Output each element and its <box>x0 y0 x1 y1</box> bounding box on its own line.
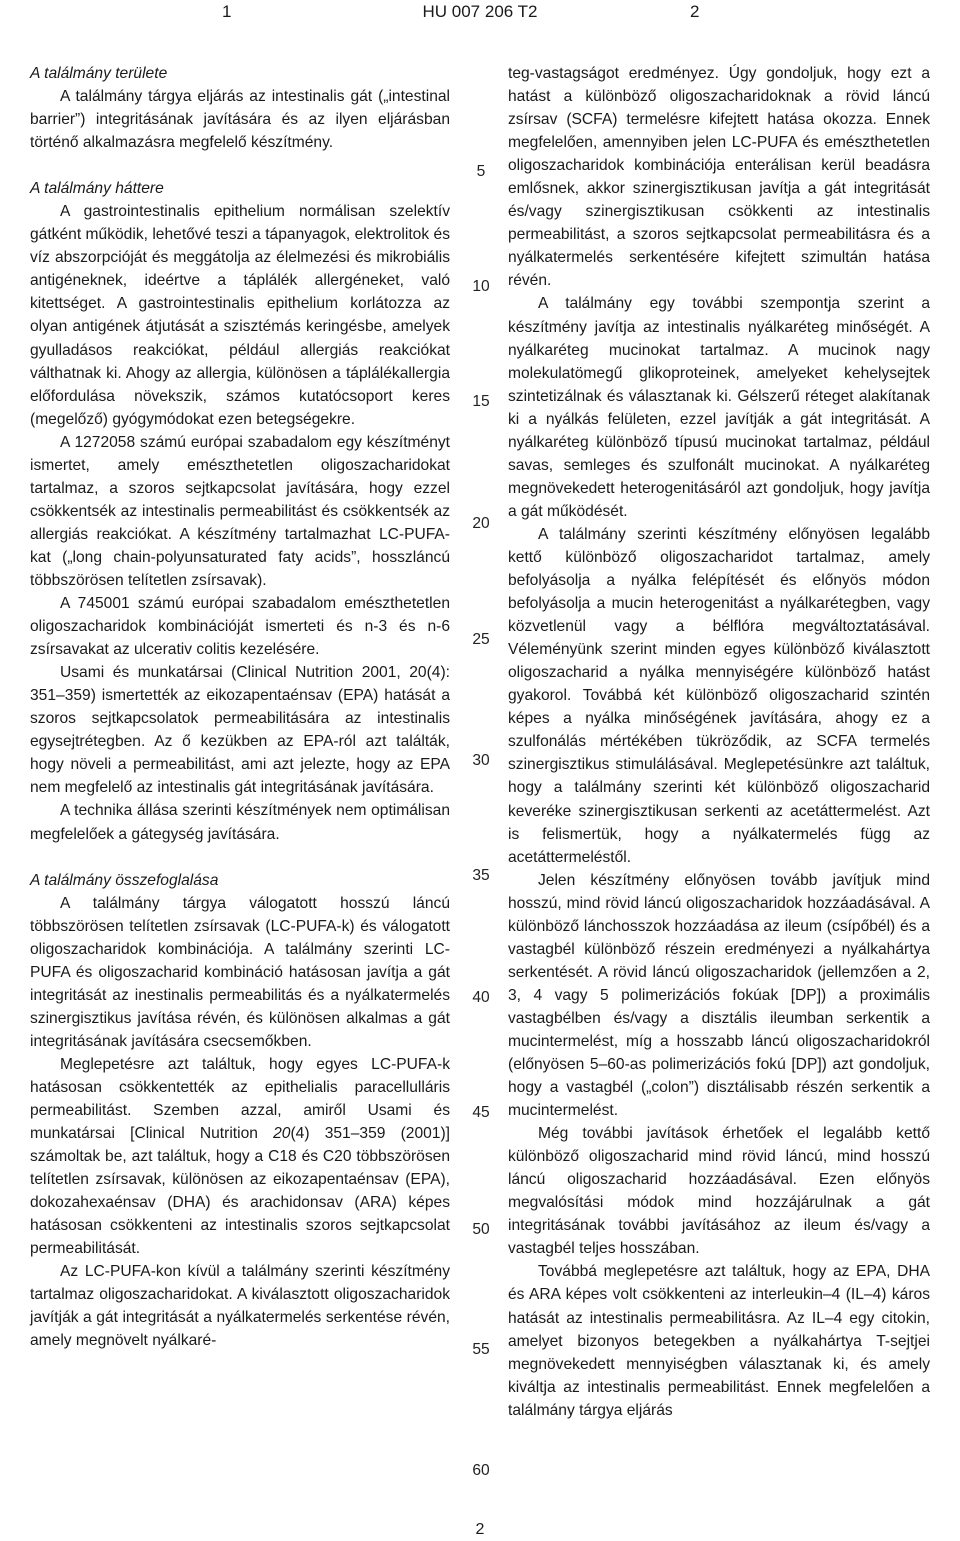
line-number: 30 <box>472 752 490 769</box>
paragraph: Még további javítások érhetőek el legalább kettő különböző oligoszacharid mind rövid láncú, mind hosszú láncú oligoszacharid hozzáadásával. Ezen előnyös megvalósítási módok mind hozzájárulnak a gát integritásának további javításához az ileum és/vagy a vastagbél teljes hosszában. <box>508 1125 930 1258</box>
paragraph: A technika állása szerinti készítmények nem optimálisan megfelelőek a gátegység javítására. <box>30 802 450 843</box>
paragraph: A 745001 számú európai szabadalom emészthetetlen oligoszacharidok kombinációját ismerteti és n-3 és n-6 zsírsavakat az ulcerativ colitis kezelésére. <box>30 595 450 659</box>
paragraph: Az LC-PUFA-kon kívül a találmány szerinti készítmény tartalmaz oligoszacharidokat. A kiválasztott oligoszacharidok javítják a gát integritását a nyálkatermelés serkentése révén, amely megnövelt nyálkaré- <box>30 1263 450 1350</box>
line-number: 10 <box>472 278 490 295</box>
paragraph: Jelen készítmény előnyösen tovább javítjuk mind hosszú, mind rövid láncú oligoszacharidok hozzáadásával. A különböző lánchosszok hozzáadása az ileum (csípőbél) és a vastagbél különböző részein eredményezi a nyálkahártya serkentését. A rövid láncú oligoszacharidok (jellemzően a 2, 3, 4 vagy 5 polimerizációs fokúak [DP]) a proximális vastagbélben és/vagy a disztális ileumban serkentik a mucintermelést, míg a hosszabb láncú oligoszacharidokról (előnyösen 5–60-as polimerizációs fokú [DP]) azt gondoljuk, hogy a vastagbél („colon”) disztálisabb részén serkentik a mucintermelést. <box>508 871 930 1120</box>
heading-summary: A találmány összefoglalása <box>30 871 219 889</box>
heading-background: A találmány háttere <box>30 180 164 198</box>
line-number: 40 <box>472 989 490 1006</box>
paragraph: A találmány tárgya válogatott hosszú láncú többszörösen telítetlen zsírsavak (LC-PUFA-k) és válogatott oligoszacharidok kombinációja. A találmány szerinti LC-PUFA és oligoszacharid kombináció hatásosan javítja a gát integritását az inestinalis permeabilitás és a nyálkatermelés szinergisztikus javítása révén, és különösen alkalmas a gát integritásának javítására csecsemőkben. <box>30 894 450 1050</box>
line-number: 35 <box>472 867 490 884</box>
paragraph: A találmány tárgya eljárás az intestinalis gát („intestinal barrier”) integritásának javítására és az ilyen eljárásban történő alkalmazásra megfelelő készítmény. <box>30 88 450 152</box>
line-number: 60 <box>472 1462 490 1479</box>
right-column <box>508 62 930 1422</box>
header-page-left: 1 <box>222 2 232 21</box>
header-page-right: 2 <box>690 2 700 21</box>
header-doc-id: HU 007 206 T2 <box>422 2 538 21</box>
line-number: 25 <box>472 631 490 648</box>
line-number: 55 <box>472 1341 490 1358</box>
paragraph: A 1272058 számú európai szabadalom egy készítményt ismertet, amely emészthetetlen oligoszacharidokat tartalmaz, a szoros sejtkapcsolat javítására, hogy ezzel csökkentsék az intestinalis permeabilitást és csökkentsék az allergiás reakciókat. A készítmény tartalmazhat LC-PUFA-kat („long chain-polyunsaturated faty acids”, hosszláncú többszörösen telítetlen zsírsavak). <box>30 433 450 589</box>
line-number: 20 <box>472 515 490 532</box>
page-number-footer: 2 <box>475 1521 485 1538</box>
text-run: (4) 351–359 (2001)] számoltak be, azt találtuk, hogy a C18 és C20 többszörösen telítetlen zsírsavak, különösen az eikozapentaénsav (EPA), dokozahexaénsav (DHA) és arachidonsav (ARA) képes hatásosan csökkenteni az intestinalis szoros sejtkapcsolat permeabilitását. <box>30 1125 451 1258</box>
italic-volume: 20 <box>273 1125 291 1143</box>
line-number: 5 <box>476 163 486 180</box>
paragraph: Továbbá meglepetésre azt találtuk, hogy az EPA, DHA és ARA képes volt csökkenteni az interleukin–4 (IL–4) káros hatását az intestinalis permeabilitásra. Az IL–4 egy citokin, amelyet bizonyos betegekben a nyálkahártya T-sejtjei megnövekedett mennyiségben választanak ki, és amely kiváltja az intestinalis permeabilitást. Ennek megfelelően a találmány tárgya eljárás <box>508 1263 930 1419</box>
left-column <box>30 62 450 1353</box>
paragraph: A találmány szerinti készítmény előnyösen legalább kettő különböző oligoszacharidot tartalmaz, amely befolyásolja a nyálka felépítését és előnyös módon befolyásolja a mucin heterogenitást a nyálkarétegben, vagy közvetlenül vagy a bélflóra megváltoztatásával. Véleményünk szerint minden egyes különböző kiválasztott oligoszacharid a nyálka mennyiségére különböző hatást gyakorol. Továbbá két különböző oligoszacharid szintén képes a nyálka minőségének javítására, ahogy ez a szulfonálás mértékében tükröződik, az SCFA termelés szinergisztikus stimulálásával. Meglepetésünkre azt találtuk, hogy a találmány szerinti két különböző oligoszacharid keveréke szinergisztikusan serkenti az acetáttermelést. Azt is felismertük, hogy a nyálkatermelés függ az acetáttermeléstől. <box>508 525 930 866</box>
paragraph <box>30 1053 450 1260</box>
heading-field: A találmány területe <box>30 65 168 82</box>
paragraph: A találmány egy további szempontja szerint a készítmény javítja az intestinalis nyálkaréteg minőségét. A nyálkaréteg mucinokat tartalmaz. A mucinok nagy molekulatömegű glikoproteinek, amelyeket kehelysejtek szintetizálnak és választanak ki. Gélszerű réteget alakítanak ki a nyálkás felületen, ezzel javítják a gát integritását. A nyálkaréteg különböző típusú mucinokat tartalmaz, például savas, semleges és szulfonált mucinokat. A nyálkaréteg megnövekedett heterogenitásáról azt gondoljuk, hogy javítja a gát működését. <box>508 295 930 520</box>
line-number: 45 <box>472 1104 490 1121</box>
paragraph: teg-vastagságot eredményez. Úgy gondoljuk, hogy ezt a hatást a különböző oligoszacharidoknak a rövid láncú zsírsav (SCFA) termelésre kifejtett hatása okozza. Ennek megfelelően, amennyiben jelen LC-PUFA és emészthetetlen oligoszacharidok kombinációja enterálisan kerül beadásra emlősnek, akkor szinergisztikusan javítja a gát integritását és/vagy szinergisztikusan csökkenti az intestinalis permeabilitást, a szoros sejtkapcsolat permeabilitásra és a nyálkatermelés serkentésére kifejtett szimultán hatása révén. <box>508 65 930 290</box>
text-run: Meglepetésre azt találtuk, hogy egyes LC-PUFA-k hatásosan csökkentették az epithelialis paracellulláris permeabilitást. Szemben azzal, amiről Usami és munkatársai [Clinical Nutrition <box>30 1055 450 1143</box>
page-header <box>0 0 960 28</box>
line-number: 50 <box>472 1221 490 1238</box>
line-number: 15 <box>472 393 490 410</box>
paragraph: Usami és munkatársai (Clinical Nutrition 2001, 20(4): 351–359) ismertették az eikozapentaénsav (EPA) hatását a szoros sejtkapcsolatok permeabilitására az intestinalis egysejtrétegben. Az ő kezükben az EPA-ról azt találták, hogy növeli a permeabilitást, ami azt jelezte, hogy az EPA nem megfelelő az intestinalis gát integritásának javítására. <box>30 664 450 797</box>
paragraph: A gastrointestinalis epithelium normálisan szelektív gátként működik, lehetővé teszi a tápanyagok, elektrolitok és víz abszorpcióját és meggátolja az élelmezési és mikrobiális antigéneknek, ideértve a táplálék allergéneket, való kitettséget. A gastrointestinalis epithelium korlátozza az olyan antigének átjutását a szisztémás keringésbe, amelyek gyulladásos reakciókat, például allergiás reakciókat válthatnak ki. Ahogy az allergia, különösen a táplálékallergia előfordulása növekszik, számos kutatócsoport keres (megelőző) gyógymódokat ezen betegségekre. <box>30 203 450 428</box>
